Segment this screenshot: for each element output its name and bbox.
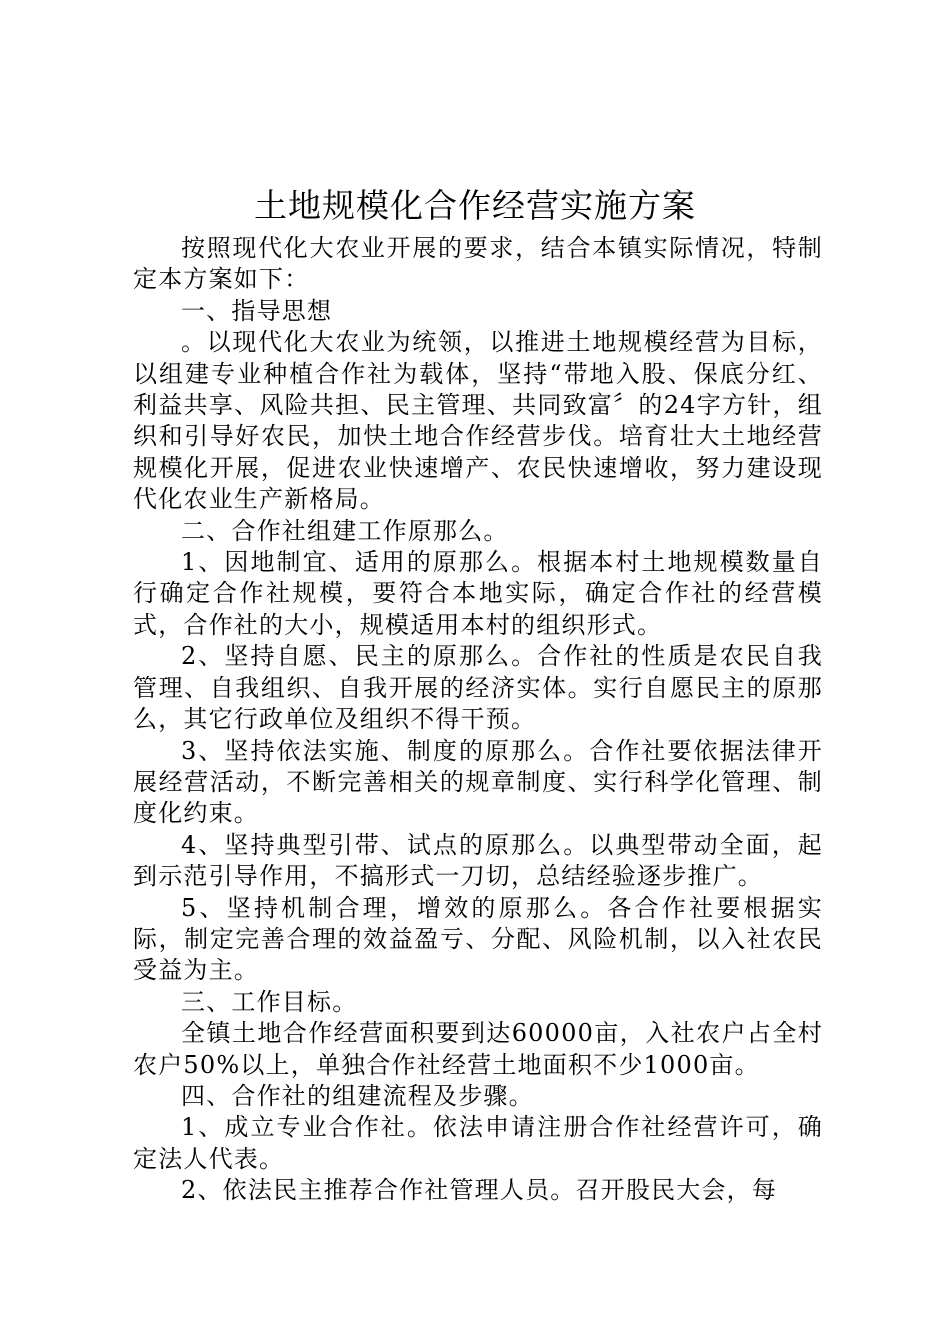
intro-paragraph: 按照现代化大农业开展的要求，结合本镇实际情况，特制定本方案如下： <box>133 234 823 294</box>
principle-item-2: 2、坚持自愿、民主的原那么。合作社的性质是农民自我管理、自我组织、自我开展的经济实体。实行自愿民主的原那么，其它行政单位及组织不得干预。 <box>133 642 823 734</box>
principle-item-3: 3、坚持依法实施、制度的原那么。合作社要依据法律开展经营活动，不断完善相关的规章制度、实行科学化管理、制度化约束。 <box>133 736 823 828</box>
process-item-1: 1、成立专业合作社。依法申请注册合作社经营许可，确定法人代表。 <box>133 1113 823 1173</box>
document-body <box>133 233 823 1207</box>
paragraph-guiding-thought: 。以现代化大农业为统领，以推进土地规模经营为目标，以组建专业种植合作社为载体，坚持“带地入股、保底分红、利益共享、风险共担、民主管理、共同致富〞的24字方针，组织和引导好农民，加快土地合作经营步伐。培育壮大土地经营规模化开展，促进农业快速增产、农民快速增收，努力建设现代化农业生产新格局。 <box>133 328 823 514</box>
section-heading-principles: 二、合作社组建工作原那么。 <box>181 516 509 545</box>
section-heading-goals: 三、工作目标。 <box>181 987 358 1016</box>
principle-item-1: 1、因地制宜、适用的原那么。根据本村土地规模数量自行确定合作社规模，要符合本地实际，确定合作社的经营模式，合作社的大小，规模适用本村的组织形式。 <box>133 548 823 639</box>
section-heading-process: 四、合作社的组建流程及步骤。 <box>181 1081 534 1110</box>
paragraph-goals: 全镇土地合作经营面积要到达60000亩，入社农户占全村农户50%以上，单独合作社经营土地面积不少1000亩。 <box>133 1019 823 1079</box>
principle-item-5: 5、坚持机制合理，增效的原那么。各合作社要根据实际，制定完善合理的效益盈亏、分配、风险机制，以入社农民受益为主。 <box>133 893 823 985</box>
section-heading-guiding-thought: 一、指导思想 <box>181 296 333 325</box>
document-title: 土地规模化合作经营实施方案 <box>254 186 696 225</box>
process-item-2: 2、依法民主推荐合作社管理人员。召开股民大会，每 <box>181 1176 778 1205</box>
principle-item-4: 4、坚持典型引带、试点的原那么。以典型带动全面，起到示范引导作用，不搞形式一刀切，总结经验逐步推广。 <box>133 830 823 891</box>
